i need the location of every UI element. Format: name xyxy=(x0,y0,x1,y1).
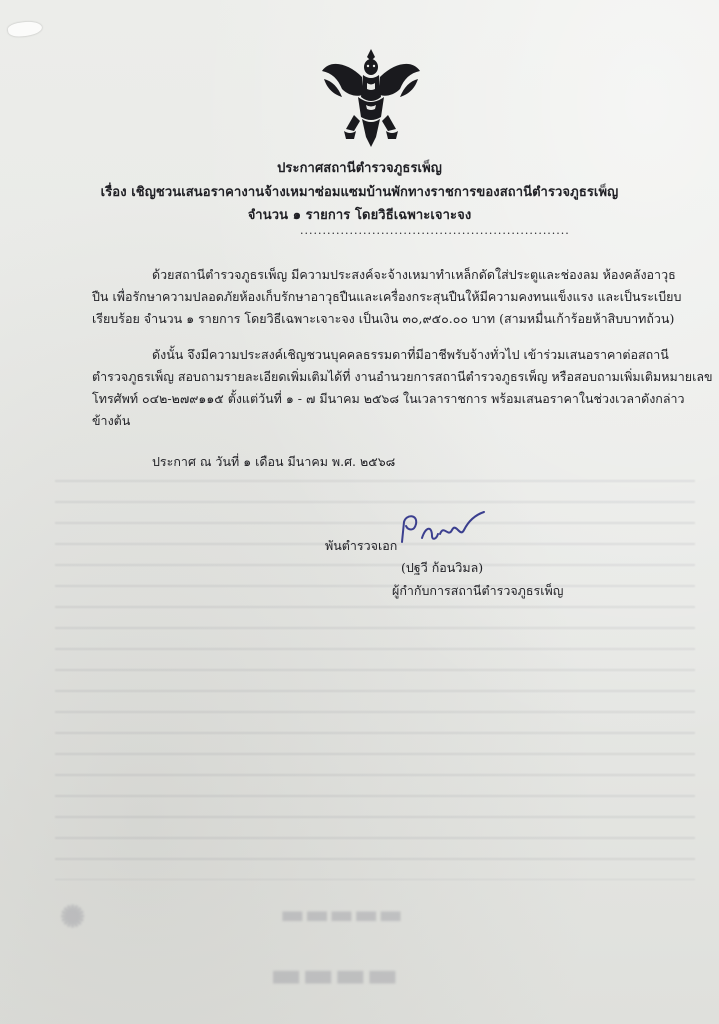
paragraph-line: ดังนั้น จึงมีความประสงค์เชิญชวนบุคคลธรรมดาที่มีอาชีพรับจ้างทั่วไป เข้าร่วมเสนอราคาต่อสถานี xyxy=(152,347,669,362)
garuda-emblem-icon xyxy=(318,45,424,153)
bleed-through-mark: ✺ xyxy=(60,900,86,935)
announcement-quantity-line: จำนวน ๑ รายการ โดยวิธีเฉพาะเจาะจง xyxy=(247,208,472,223)
paragraph-line: ตำรวจภูธรเพ็ญ สอบถามรายละเอียดเพิ่มเติมได้ที่ งานอำนวยการสถานีตำรวจภูธรเพ็ญ หรือสอบถามเพิ่มเติมหมายเลข xyxy=(92,369,713,384)
signatory-name: (ปฐวี ก้อนวิมล) xyxy=(401,560,484,575)
bleed-through-text xyxy=(55,480,695,880)
bleed-through-mark: ▬▬▬▬ xyxy=(270,955,399,995)
paragraph-line: ด้วยสถานีตำรวจภูธรเพ็ญ มีความประสงค์จะจ้างเหมาทำเหล็กดัดใส่ประตูและช่องลม ห้องคลังอาวุธ xyxy=(152,267,676,282)
paragraph-line: โทรศัพท์ ๐๔๒-๒๗๙๑๑๕ ตั้งแต่วันที่ ๑ - ๗ มีนาคม ๒๕๖๘ ในเวลาราชการ พร้อมเสนอราคาในช่วงเวลาดังกล่าว xyxy=(92,391,685,406)
separator-dots: ............................................................ xyxy=(300,224,570,237)
signatory-position: ผู้กำกับการสถานีตำรวจภูธรเพ็ญ xyxy=(392,583,564,598)
paragraph-line: ข้างต้น xyxy=(92,413,131,428)
announcement-title: ประกาศสถานีตำรวจภูธรเพ็ญ xyxy=(277,161,442,176)
paragraph-purpose xyxy=(92,264,682,330)
punch-hole-mark xyxy=(7,20,43,39)
paragraph-line: ปืน เพื่อรักษาความปลอดภัยห้องเก็บรักษาอาวุธปืนและเครื่องกระสุนปืนให้มีความคงทนแข็งแรง และเป็นระเบียบ xyxy=(92,289,682,304)
bleed-through-mark: ▬▬▬▬▬ xyxy=(280,900,403,930)
announced-date: ประกาศ ณ วันที่ ๑ เดือน มีนาคม พ.ศ. ๒๕๖๘ xyxy=(152,454,396,469)
paragraph-invitation xyxy=(92,344,713,432)
paragraph-line: เรียบร้อย จำนวน ๑ รายการ โดยวิธีเฉพาะเจาะจง เป็นเงิน ๓๐,๙๕๐.๐๐ บาท (สามหมื่นเก้าร้อยห้าสิบบาทถ้วน) xyxy=(92,311,675,326)
signatory-rank: พันตำรวจเอก xyxy=(325,538,398,553)
announcement-subject: เรื่อง เชิญชวนเสนอราคางานจ้างเหมาซ่อมแซมบ้านพักทางราชการของสถานีตำรวจภูธรเพ็ญ xyxy=(100,185,619,200)
